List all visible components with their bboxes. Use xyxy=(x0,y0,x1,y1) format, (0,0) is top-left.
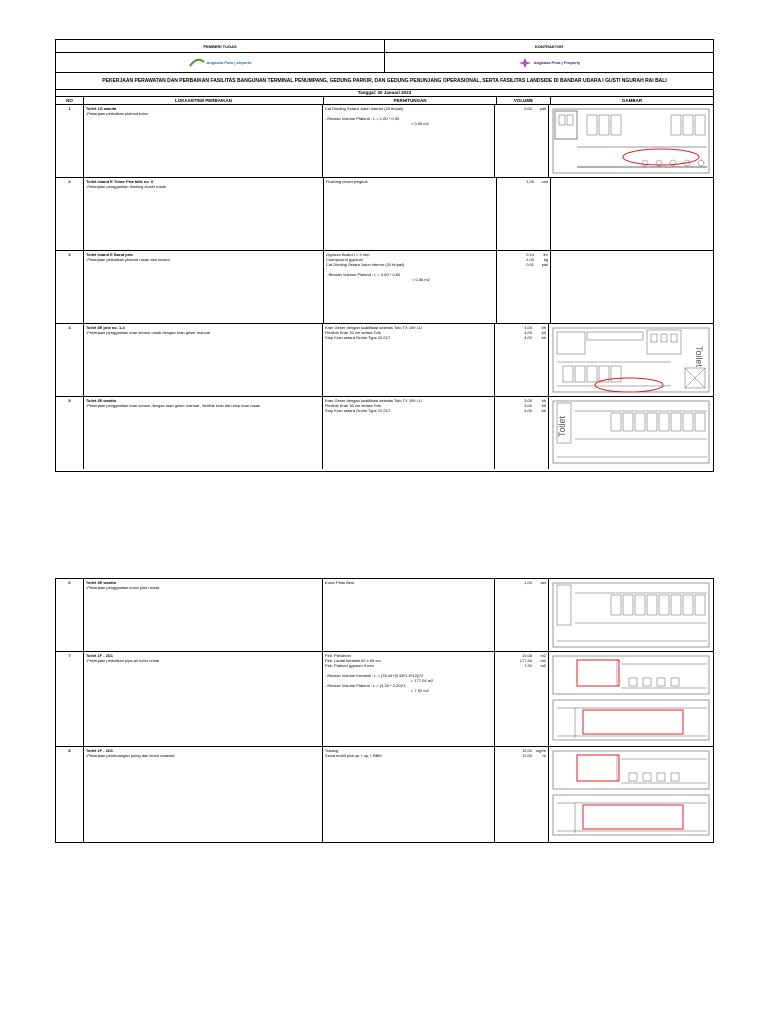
pemberi-tugas-label: PEMBERI TUGAS xyxy=(203,43,237,49)
boq-sheet-2 xyxy=(55,578,714,843)
table-row: 2 Toilet Island E Timur Pria bilik no. 6 -Pekerjaan penggantian flushing closet rusak Flushing closet jongkok 1,00 unit xyxy=(56,178,713,251)
col-gambar-header: GAMBAR xyxy=(550,97,713,104)
floorplan-drawing xyxy=(548,397,713,469)
floorplan-6-image xyxy=(551,581,711,649)
svg-text:Toilet: Toilet xyxy=(694,346,705,368)
kontraktor-label: KONTRAKTOR xyxy=(384,40,713,52)
project-title: PEKERJAAN PERAWATAN DAN PERBAIKAN FASILITAS BANGUNAN TERMINAL PENUMPANG, GEDUNG PARKIR, DAN GEDUNG PENUNJANG OPERASIONAL, SERTA FASILITAS LANDSIDE DI BANDAR UDARA I GUSTI NGURAH RAI BALI xyxy=(56,73,713,90)
floorplan-drawing xyxy=(548,747,713,842)
table-row: 7 Toilet 1F - 2D1 -Pekerjaan perbaikan pipa air kotor urinal Pek. Plesteran Pek. Lantai keramik 60 x 60 cm Pek. Plafond gypsum 9 mm - Rincian Volume Keramik : L = (78,44+(0.58*1.5*12))*2 = 177,04 m2 - Rincian Volume Plafond : L = (3,30 * 2,20)*1 = 7,92 m2 10,08 m2 177,04 m2 7,92 m2 xyxy=(56,652,713,747)
table-row: 5 Toilet 3E wanita -Pekerjaan penggantian kran sensor dengan kran geser manual , flexible kran dan stop kran rusak Kran Geser dengan kualifikasi sekelas Toto TX 109 LU Flexible Kran 30 cm setara Toto Stop Kran setara Grohe Type 22.017 3,00 bh 3,00 bh 4,00 bh Toilet xyxy=(56,397,713,469)
floorplan-drawing xyxy=(548,324,713,396)
airports-leaf-icon xyxy=(189,58,205,68)
floorplan-1-image xyxy=(551,107,711,175)
client-logo-cell xyxy=(56,53,384,72)
floorplan-5-image xyxy=(551,399,711,465)
logo-row xyxy=(56,53,713,73)
header-labels-row xyxy=(56,40,713,53)
table-row: 1 Toilet 1G wanita -Pekerjaan perbaikan plafond kotor Cat Dinding Setara Jotun Interior (20 ltr/pail) - Rincian Volume Plafond : L = 1,00 * 0,90 = 0,90 m2 0,02 pail xyxy=(56,105,713,178)
table-row: 4 Toilet 3E pria no. 1-4 -Pekerjaan penggantian kran sensor rusak dengan kran geser manual Kran Geser dengan kualifikasi sekelas Toto TX 109 LU Flexible Kran 30 cm setara Toto Stop Kran setara Grohe Type 22.017 4,00 bh 4,00 bh 4,00 bh Toilet xyxy=(56,324,713,397)
floorplan-4-image xyxy=(551,326,711,394)
floorplan-drawing xyxy=(548,652,713,746)
contractor-logo-cell xyxy=(384,53,713,72)
floorplan-8a-image xyxy=(551,749,711,791)
angkasa-pura-airports-logo: Angkasa Pura | airports xyxy=(189,58,252,68)
boq-sheet-1 xyxy=(55,39,714,472)
col-no-header: NO xyxy=(66,98,73,103)
report-date: Tanggal: 30 Januari 2023 xyxy=(56,90,713,97)
floorplan-drawing xyxy=(548,105,713,177)
col-lokasi-header: LOKASI/ITEM PERBAIKAN xyxy=(83,97,323,104)
floorplan-8b-image xyxy=(551,793,711,837)
floorplan-7b-image xyxy=(551,698,711,742)
table-row: 8 Toilet 1F - 2D1 -Pekerjaan pembuangan puing dan lansir material Tukang Sewa mobil pick up + op + BBM 12,00 org/hr 12,00 hr xyxy=(56,747,713,842)
table-row: 6 Toilet 3E wanita -Pekerjaan penggantian kunci pintu rusak Kunci Pintu Besi 1,00 set xyxy=(56,579,713,652)
angkasa-pura-property-logo: Angkasa Pura | Property xyxy=(518,57,580,69)
column-header-row xyxy=(56,97,713,105)
floorplan-7a-image xyxy=(551,654,711,696)
property-flower-icon xyxy=(518,57,532,69)
col-volume-header: VOLUME xyxy=(496,97,550,104)
svg-text:Toilet: Toilet xyxy=(557,415,568,437)
col-perhitungan-header: PERHITUNGAN xyxy=(323,97,496,104)
table-row: 3 Toilet Island E Barat pria -Pekerjaan perbaikan plafond rusak dan kusam Gypsum Board t = 9 mm Coumpound gypsum Cat Dinding Setara Jotun Interior (20 ltr/pail) - Rincian Volume Plafond : L = 0,60 * 0,60 = 0,36 m2 0,14 lbr 1,00 kg 0,01 pail xyxy=(56,251,713,324)
floorplan-drawing xyxy=(548,579,713,651)
